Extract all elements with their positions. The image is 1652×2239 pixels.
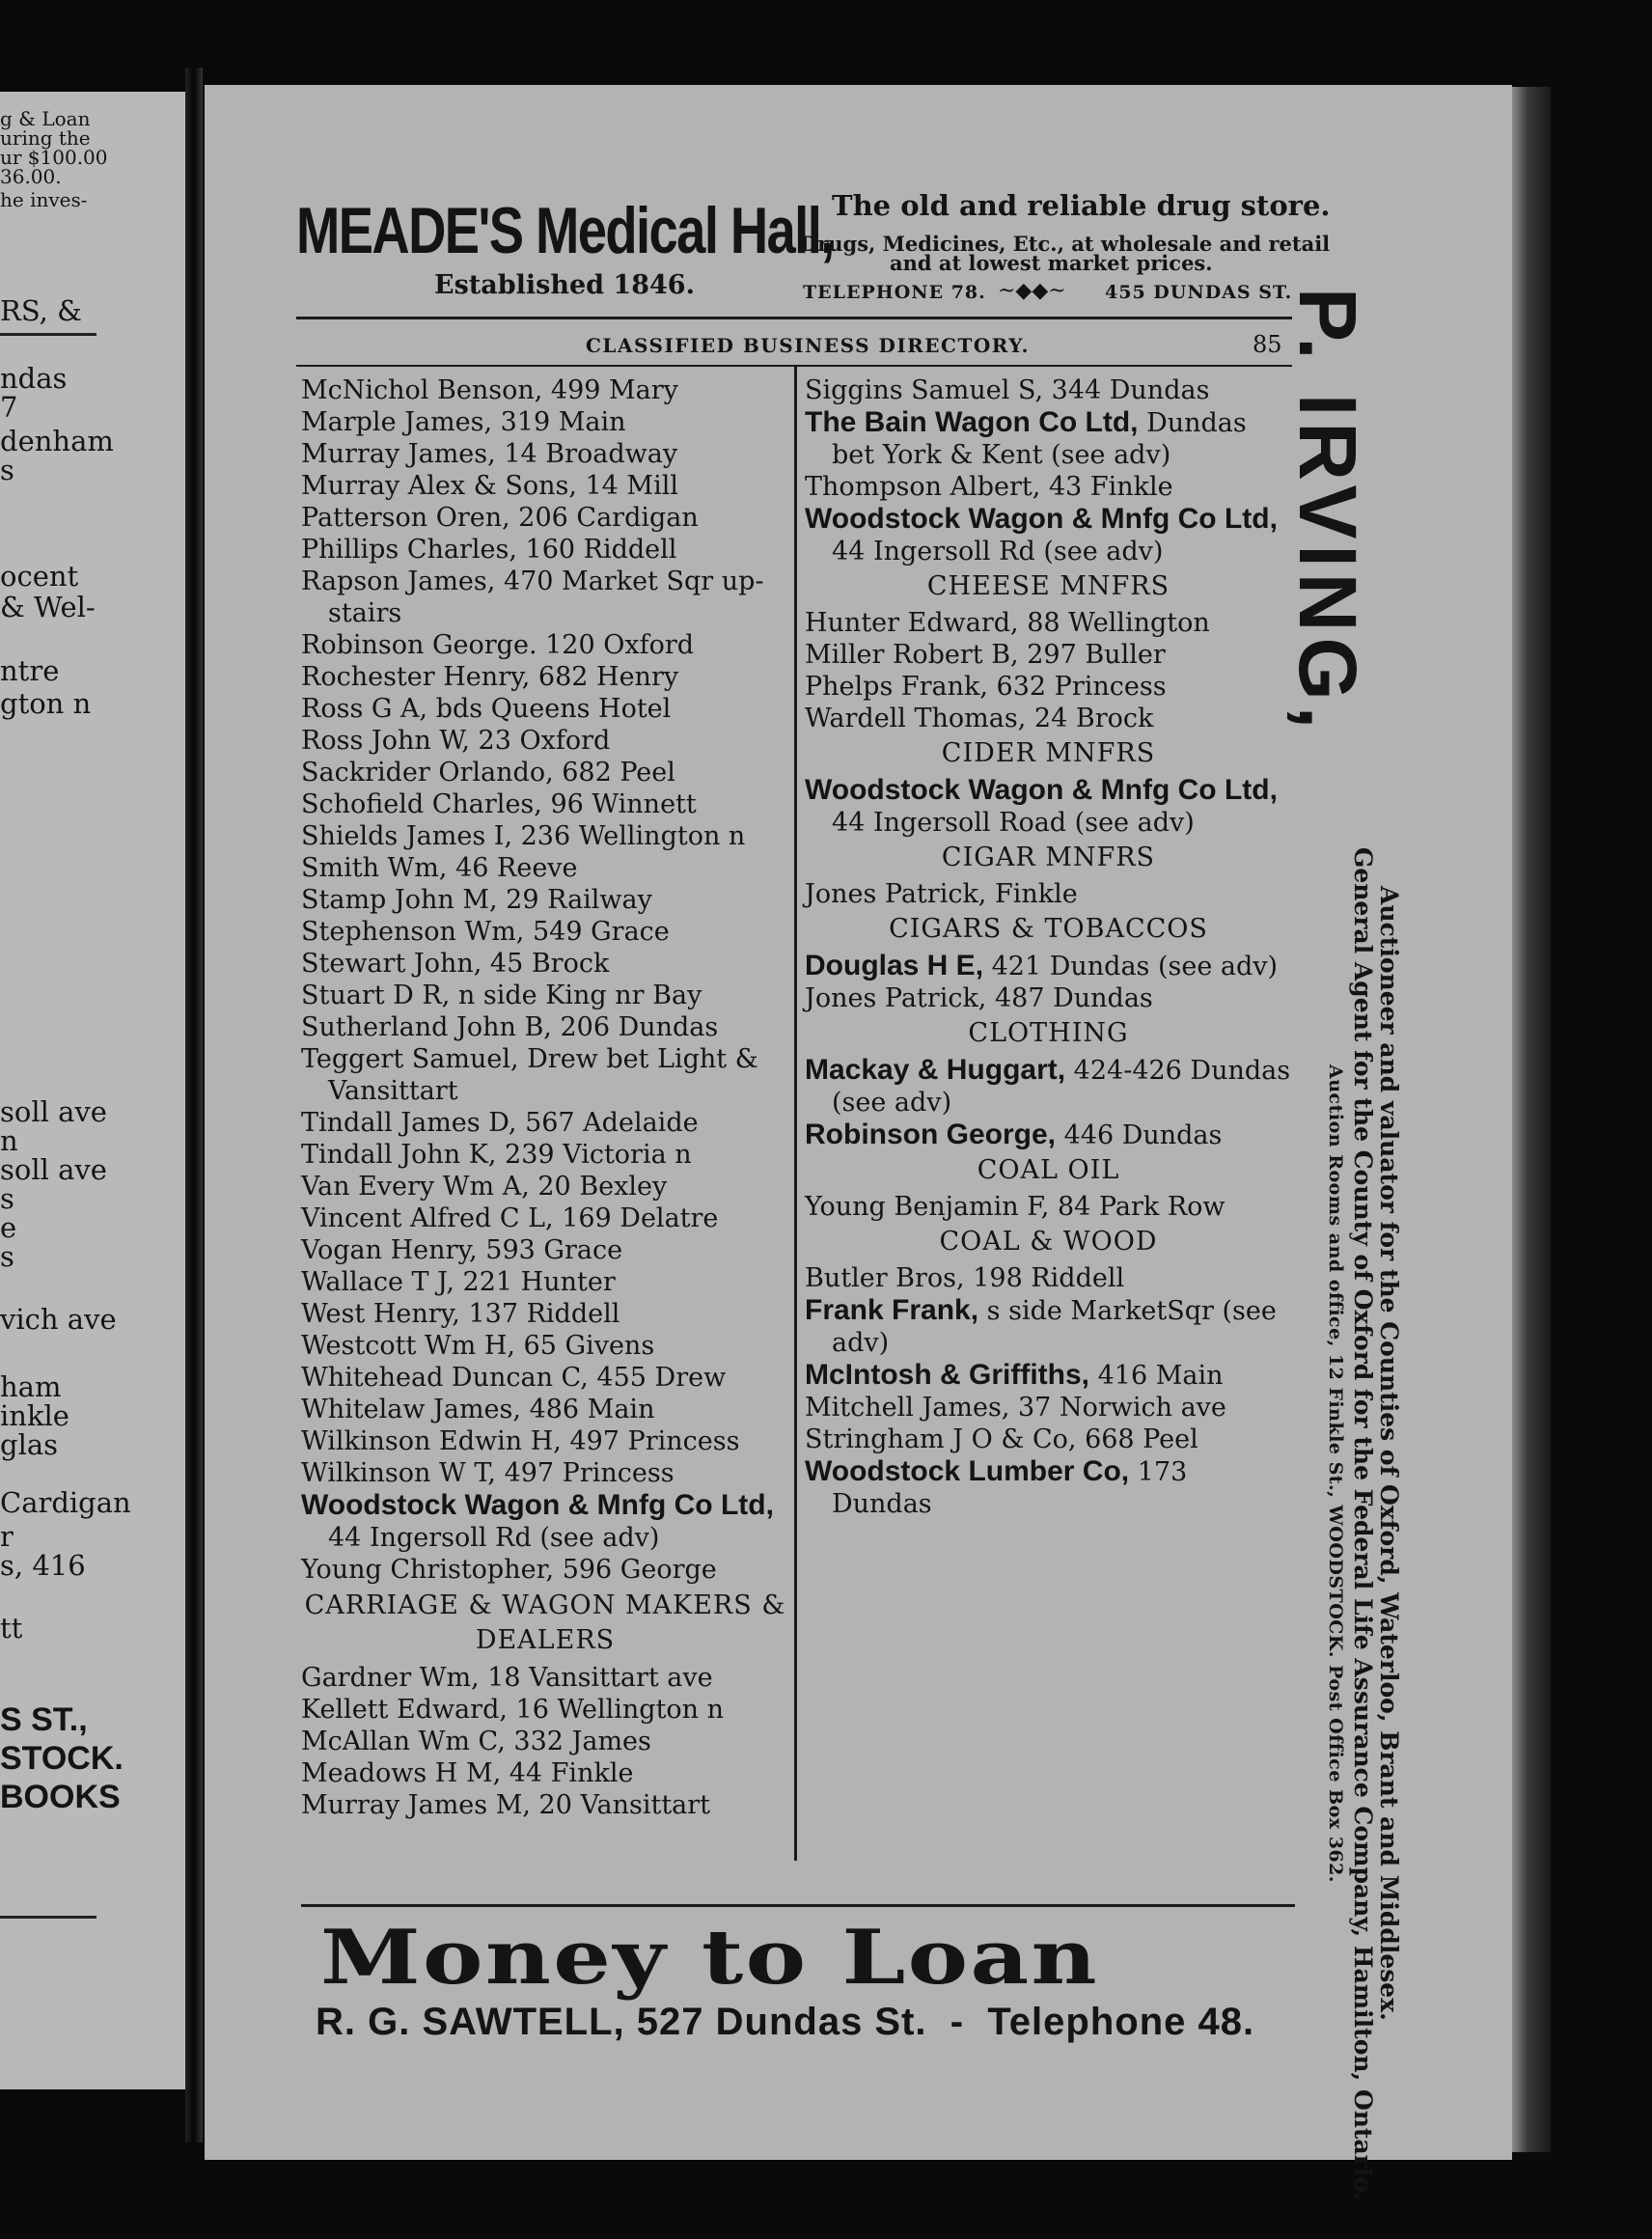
- entry-name: Vincent Alfred C L,: [301, 1203, 554, 1233]
- left-page-line: s: [0, 1182, 14, 1215]
- directory-entry: [805, 774, 1292, 839]
- directory-entry: [805, 1262, 1292, 1294]
- entry-address: 497 Princess: [561, 1426, 740, 1456]
- entry-address: 160 Riddell: [516, 535, 677, 565]
- directory-entry: [301, 788, 789, 820]
- entry-address: 668 Peel: [1076, 1424, 1198, 1454]
- entry-address: 20 Bexley: [529, 1172, 668, 1202]
- header-tagline: The old and reliable drug store.: [832, 189, 1331, 222]
- left-page-line: r: [0, 1520, 14, 1553]
- entry-name: Woodstock Wagon & Mnfg Co Ltd,: [805, 774, 1278, 806]
- entry-name: Rapson James,: [301, 567, 496, 596]
- left-page-line: s: [0, 454, 14, 486]
- category-heading: CIDER MNFRS: [941, 738, 1156, 768]
- left-page-line: ntre: [0, 654, 60, 687]
- category-heading: CLOTHING: [968, 1018, 1129, 1048]
- category-heading: COAL OIL: [977, 1155, 1120, 1185]
- entry-name: Whitelaw James,: [301, 1395, 521, 1424]
- entry-address: 446 Dundas: [1056, 1120, 1223, 1150]
- advert-name: R. G. SAWTELL,: [316, 2001, 625, 2043]
- running-head: CLASSIFIED BUSINESS DIRECTORY.: [586, 334, 1030, 357]
- entry-name: Wilkinson Edwin H,: [301, 1426, 562, 1456]
- entry-address: 29 Railway: [497, 885, 652, 915]
- entry-address: 20 Vansittart: [530, 1790, 711, 1820]
- entry-name: Vogan Henry,: [301, 1235, 478, 1265]
- left-page-line: BOOKS: [0, 1779, 121, 1815]
- directory-column-left: [301, 374, 789, 1821]
- entry-address: 682 Henry: [530, 662, 679, 692]
- directory-entry: [805, 878, 1292, 910]
- entry-name: Young Benjamin F,: [805, 1192, 1050, 1222]
- directory-entry: [301, 693, 789, 725]
- entry-address: 137 Riddell: [459, 1299, 620, 1329]
- left-page-line: & Wel-: [0, 591, 96, 623]
- directory-entry: [805, 471, 1292, 503]
- entry-name: Tindall James D,: [301, 1108, 517, 1138]
- entry-name: McIntosh & Griffiths,: [805, 1359, 1089, 1391]
- entry-address: 84 Park Row: [1049, 1192, 1225, 1222]
- directory-entry: [301, 884, 789, 916]
- entry-name: Stringham J O & Co,: [805, 1424, 1077, 1454]
- entry-name: Miller Robert B,: [805, 640, 1019, 670]
- entry-address: 65 Givens: [514, 1331, 655, 1361]
- entry-name: Thompson Albert,: [805, 472, 1041, 502]
- page-edge: [1512, 87, 1551, 2152]
- left-page-line: s: [0, 1240, 14, 1273]
- directory-entry: [301, 757, 789, 788]
- header-established: Established 1846.: [434, 270, 695, 300]
- entry-address: 46 Reeve: [447, 853, 578, 883]
- left-page-rule: [0, 1916, 96, 1919]
- entry-address: 499 Mary: [542, 375, 678, 405]
- left-page-line: uring the: [0, 126, 91, 150]
- entry-name: Siggins Samuel S,: [805, 375, 1044, 405]
- directory-entry: [301, 1726, 789, 1757]
- left-page-line: n: [0, 1124, 18, 1157]
- directory-entry: [805, 406, 1292, 471]
- entry-name: Douglas H E,: [805, 950, 984, 981]
- entry-address: 14 Broadway: [495, 439, 678, 469]
- directory-entry: [805, 1119, 1292, 1151]
- entry-name: Meadows H M,: [301, 1758, 502, 1788]
- header-title: MEADE'S Medical Hall,: [296, 194, 834, 267]
- entry-name: Woodstock Lumber Co,: [805, 1455, 1130, 1487]
- entry-address: 37 Norwich ave: [1009, 1393, 1226, 1423]
- header-rule: [296, 317, 1292, 319]
- entry-address: 23 Oxford: [469, 726, 611, 756]
- left-page-line: glas: [0, 1428, 59, 1461]
- entry-address: 44 Ingersoll Road (see adv): [832, 808, 1195, 838]
- directory-entry: [301, 1139, 789, 1171]
- page-number: 85: [1253, 331, 1282, 358]
- entry-address: 593 Grace: [477, 1235, 623, 1265]
- directory-entry: [301, 1171, 789, 1202]
- entry-name: Stuart D R,: [301, 981, 451, 1010]
- directory-entry: [301, 629, 789, 661]
- entry-name: The Bain Wagon Co Ltd,: [805, 406, 1139, 438]
- entry-name: Robinson George,: [805, 1119, 1057, 1150]
- entry-name: Whitehead Duncan C,: [301, 1363, 589, 1393]
- directory-entry: [805, 374, 1292, 406]
- directory-column-right: [805, 374, 1292, 1520]
- category-heading: CHEESE MNFRS: [926, 571, 1170, 601]
- header-subline-2: and at lowest market prices.: [890, 251, 1213, 275]
- header-telephone: TELEPHONE 78.: [803, 282, 986, 303]
- entry-address: 424-426 Dundas (see adv): [832, 1056, 1291, 1118]
- side-advert-line-2: General Agent for the County of Oxford for the Federal Life Assurance Company, Hamilton, Ontario.: [1349, 847, 1377, 2201]
- directory-entry: [805, 607, 1292, 639]
- directory-entry: [301, 438, 789, 470]
- entry-address: 332 James: [505, 1727, 651, 1756]
- entry-name: Stewart John,: [301, 949, 482, 979]
- category-heading: CIGAR MNFRS: [941, 843, 1156, 872]
- directory-entry: [301, 948, 789, 980]
- directory-entry: [301, 1662, 789, 1694]
- advert-title: Money to Loan: [320, 1914, 1100, 2002]
- directory-entry: [301, 1489, 789, 1554]
- entry-name: Robinson George.: [301, 630, 537, 660]
- entry-name: Butler Bros,: [805, 1263, 965, 1293]
- directory-entry: [301, 1362, 789, 1394]
- directory-entry: [301, 1011, 789, 1043]
- directory-entry: [301, 1266, 789, 1298]
- directory-entry: [301, 470, 789, 502]
- directory-entry: [805, 982, 1292, 1014]
- directory-entry: [301, 916, 789, 948]
- entry-name: Smith Wm,: [301, 853, 448, 883]
- entry-address: 416 Main: [1089, 1361, 1224, 1391]
- entry-address: 421 Dundas (see adv): [983, 952, 1279, 981]
- directory-entry: [805, 639, 1292, 671]
- entry-name: Murray James,: [301, 439, 496, 469]
- entry-address: 16 Wellington n: [507, 1695, 725, 1725]
- entry-address: 169 Delatre: [553, 1203, 719, 1233]
- left-page-line: g & Loan: [0, 107, 91, 130]
- entry-address: 206 Cardigan: [509, 503, 699, 533]
- entry-address: 497 Princess: [495, 1458, 675, 1488]
- entry-name: Ross John W,: [301, 726, 470, 756]
- directory-entry: [301, 852, 789, 884]
- left-page-line: s, 416: [0, 1549, 86, 1582]
- book-gutter: [185, 68, 203, 2142]
- entry-address: n side King nr Bay: [450, 981, 702, 1010]
- left-page-line: gton n: [0, 687, 92, 720]
- entry-name: Murray Alex & Sons,: [301, 471, 577, 501]
- directory-entry: [301, 1298, 789, 1330]
- left-page-line: ur $100.00: [0, 146, 108, 169]
- entry-address: 455 Drew: [588, 1363, 727, 1393]
- entry-name: Jones Patrick,: [805, 983, 987, 1013]
- directory-entry: [301, 1043, 789, 1107]
- left-page-line: inkle: [0, 1399, 69, 1432]
- entry-address: 44 Finkle: [501, 1758, 634, 1788]
- left-page-line: 36.00.: [0, 165, 62, 188]
- directory-entry: [301, 534, 789, 566]
- directory-entry: [301, 1107, 789, 1139]
- directory-entry: [805, 703, 1292, 734]
- entry-name: Wardell Thomas,: [805, 704, 1027, 733]
- entry-address: 24 Brock: [1026, 704, 1154, 733]
- left-page-rule: [0, 333, 96, 336]
- directory-entry: [301, 1757, 789, 1789]
- advert-separator: -: [926, 2001, 988, 2043]
- entry-name: Woodstock Wagon & Mnfg Co Ltd,: [301, 1489, 774, 1521]
- advert-line: [316, 2001, 1254, 2044]
- entry-name: Jones Patrick,: [805, 879, 987, 909]
- entry-address: 297 Buller: [1018, 640, 1166, 670]
- left-page-fragment: [0, 92, 185, 2089]
- directory-entry: [301, 374, 789, 406]
- side-advert-name: P. IRVING,: [1282, 288, 1373, 735]
- entry-name: Westcott Wm H,: [301, 1331, 515, 1361]
- entry-name: Woodstock Wagon & Mnfg Co Ltd,: [805, 503, 1278, 535]
- entry-name: Marple James,: [301, 407, 493, 437]
- side-advert-line-3: Auction Rooms and office, 12 Finkle St., WOODSTOCK. Post Office Box 362.: [1325, 1064, 1346, 1883]
- entry-name: Patterson Oren,: [301, 503, 510, 533]
- entry-name: Tindall John K,: [301, 1140, 497, 1170]
- directory-entry: [301, 1202, 789, 1234]
- entry-name: Schofield Charles,: [301, 789, 542, 819]
- entry-address: 45 Brock: [482, 949, 610, 979]
- entry-name: Van Every Wm A,: [301, 1172, 530, 1202]
- entry-name: McNichol Benson,: [301, 375, 543, 405]
- directory-entry: [301, 1234, 789, 1266]
- entry-name: Hunter Edward,: [805, 608, 1019, 638]
- entry-address: 470 Market Sqr up-stairs: [328, 567, 764, 628]
- category-heading: CIGARS & TOBACCOS: [889, 914, 1208, 944]
- left-page-line: STOCK.: [0, 1740, 124, 1777]
- entry-address: 549 Grace: [524, 917, 670, 947]
- entry-address: 173 Dundas: [832, 1457, 1188, 1519]
- entry-address: 236 Wellington n: [512, 821, 746, 851]
- entry-address: 319 Main: [492, 407, 626, 437]
- category-heading: COAL & WOOD: [939, 1227, 1158, 1257]
- directory-entry: [301, 1425, 789, 1457]
- entry-name: Frank Frank,: [805, 1294, 979, 1326]
- directory-entry: [301, 1694, 789, 1726]
- directory-entry: [301, 1789, 789, 1821]
- left-page-line: tt: [0, 1612, 23, 1645]
- side-advert-line-1: Auctioneer and valuator for the Counties of Oxford, Waterloo, Brant and Middlesex.: [1375, 886, 1403, 2021]
- entry-name: Mitchell James,: [805, 1393, 1010, 1423]
- left-page-line: ocent: [0, 560, 79, 593]
- directory-entry: [805, 1455, 1292, 1520]
- directory-entry: [805, 1392, 1292, 1424]
- entry-name: Phillips Charles,: [301, 535, 517, 565]
- directory-entry: [805, 671, 1292, 703]
- entry-name: Stamp John M,: [301, 885, 498, 915]
- entry-name: Sackrider Orlando,: [301, 758, 554, 788]
- entry-name: Shields James I,: [301, 821, 513, 851]
- entry-name: Young Christopher,: [301, 1555, 555, 1585]
- advert-phone: Telephone 48.: [987, 2001, 1255, 2043]
- directory-entry: [301, 406, 789, 438]
- entry-name: Phelps Frank,: [805, 672, 988, 702]
- header-address: 455 DUNDAS ST.: [1105, 282, 1293, 303]
- directory-entry: [805, 503, 1292, 567]
- entry-name: Ross G A,: [301, 694, 428, 724]
- entry-address: Finkle: [986, 879, 1078, 909]
- entry-address: Dundas bet York & Kent (see adv): [832, 408, 1247, 470]
- entry-address: bds Queens Hotel: [427, 694, 672, 724]
- left-page-line: S ST.,: [0, 1701, 88, 1738]
- directory-entry: [301, 661, 789, 693]
- directory-entry: [301, 502, 789, 534]
- header-ornament: ~◆◆~: [998, 279, 1066, 303]
- directory-entry: [301, 1330, 789, 1362]
- directory-entry: [301, 1554, 789, 1586]
- entry-address: 206 Dundas: [551, 1012, 719, 1042]
- entry-address: 487 Dundas: [986, 983, 1153, 1013]
- entry-name: Stephenson Wm,: [301, 917, 525, 947]
- directory-entry: [805, 950, 1292, 982]
- directory-entry: [805, 1294, 1292, 1359]
- left-page-line: ndas: [0, 362, 68, 395]
- directory-entry: [805, 1424, 1292, 1455]
- entry-address: 632 Princess: [987, 672, 1167, 702]
- entry-name: Sutherland John B,: [301, 1012, 552, 1042]
- left-page-line: RS, &: [0, 294, 82, 327]
- entry-address: 567 Adelaide: [516, 1108, 699, 1138]
- entry-name: Murray James M,: [301, 1790, 531, 1820]
- left-page-line: e: [0, 1211, 17, 1244]
- directory-entry: [805, 1359, 1292, 1392]
- directory-entry: [805, 1191, 1292, 1223]
- directory-entry: [301, 980, 789, 1011]
- entry-address: 43 Finkle: [1040, 472, 1173, 502]
- directory-entry: [301, 725, 789, 757]
- left-page-line: soll ave: [0, 1095, 107, 1128]
- entry-name: Wallace T J,: [301, 1267, 454, 1297]
- directory-entry: [301, 820, 789, 852]
- entry-address: 486 Main: [520, 1395, 655, 1424]
- entry-address: Drew bet Light & Vansittart: [328, 1044, 758, 1106]
- left-page-line: denham: [0, 425, 114, 457]
- entry-name: Teggert Samuel,: [301, 1044, 519, 1074]
- entry-address: 44 Ingersoll Rd (see adv): [328, 1523, 660, 1553]
- entry-address: 596 George: [554, 1555, 717, 1585]
- entry-address: 44 Ingersoll Rd (see adv): [832, 537, 1164, 567]
- entry-address: s side MarketSqr (see adv): [832, 1296, 1277, 1358]
- entry-name: Kellett Edward,: [301, 1695, 508, 1725]
- entry-address: 14 Mill: [576, 471, 678, 501]
- entry-name: Mackay & Huggart,: [805, 1054, 1066, 1086]
- category-heading: CARRIAGE & WAGON MAKERS & DEALERS: [304, 1590, 786, 1655]
- directory-entry: [301, 566, 789, 629]
- entry-address: 96 Winnett: [541, 789, 697, 819]
- directory-entry: [805, 1054, 1292, 1119]
- entry-name: Rochester Henry,: [301, 662, 531, 692]
- left-page-line: ham: [0, 1370, 62, 1403]
- left-page-line: Cardigan: [0, 1486, 131, 1519]
- entry-address: 344 Dundas: [1043, 375, 1210, 405]
- directory-entry: [301, 1394, 789, 1425]
- entry-address: 239 Victoria n: [496, 1140, 692, 1170]
- advert-address: 527 Dundas St.: [624, 2001, 927, 2043]
- entry-name: McAllan Wm C,: [301, 1727, 506, 1756]
- entry-address: 18 Vansittart ave: [479, 1663, 713, 1693]
- advert-rule: [301, 1904, 1295, 1907]
- left-page-line: he inves-: [0, 188, 88, 211]
- entry-name: West Henry,: [301, 1299, 460, 1329]
- entry-address: 221 Hunter: [454, 1267, 616, 1297]
- left-page-line: vich ave: [0, 1303, 117, 1336]
- left-page-line: 7: [0, 391, 18, 424]
- header-subline-1: Drugs, Medicines, Etc., at wholesale and retail: [800, 232, 1331, 256]
- left-page-line: soll ave: [0, 1153, 107, 1186]
- entry-address: 682 Peel: [553, 758, 675, 788]
- directory-page: [205, 85, 1512, 2201]
- entry-address: 88 Wellington: [1018, 608, 1210, 638]
- entry-name: Gardner Wm,: [301, 1663, 480, 1693]
- entry-address: 198 Riddell: [964, 1263, 1125, 1293]
- entry-address: 120 Oxford: [537, 630, 695, 660]
- column-divider: [794, 365, 797, 1861]
- directory-entry: [301, 1457, 789, 1489]
- entry-name: Wilkinson W T,: [301, 1458, 496, 1488]
